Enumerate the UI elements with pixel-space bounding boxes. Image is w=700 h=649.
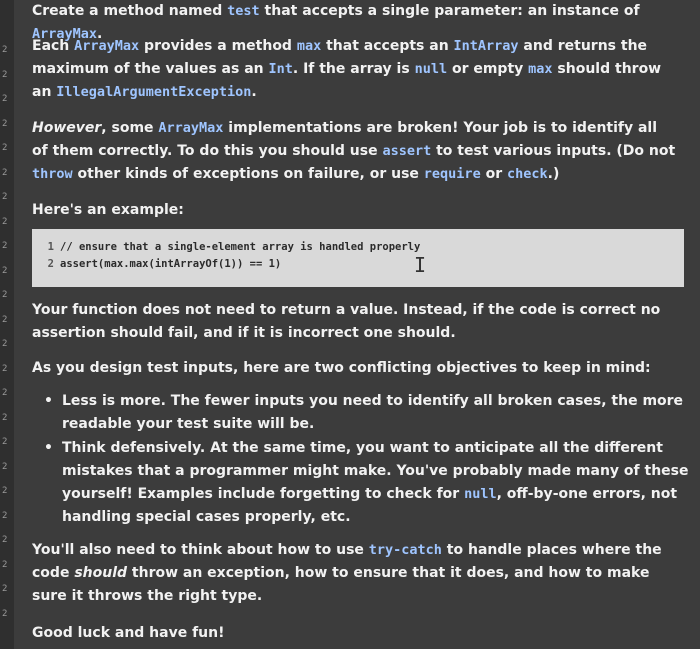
example-label: Here's an example: (32, 202, 184, 218)
gutter-mark: 2 (2, 486, 8, 496)
gutter-mark: 2 (2, 290, 8, 300)
bullet-heading: Think defensively. (62, 440, 206, 456)
gutter-mark: 2 (2, 69, 8, 80)
closing-text: Good luck and have fun! (32, 625, 225, 641)
bullet-text: The fewer inputs you need to identify all broken cases, the more readable your test suite will be. (62, 393, 684, 432)
gutter-mark: 2 (2, 265, 8, 276)
gutter-mark: 2 (2, 608, 8, 619)
code-text: // ensure that a single-element array is handled properly (60, 241, 421, 253)
gutter-mark: 2 (2, 412, 8, 423)
bullet-icon: • (44, 393, 53, 409)
code-example-block[interactable] (32, 229, 684, 287)
gutter-mark: 2 (2, 461, 8, 472)
bullet-icon: • (44, 440, 53, 456)
code-line (32, 253, 684, 277)
broken-implementations-paragraph: However, some ArrayMax implementations are broken! Your job is to identify all of them correctly. To do this you should use assert to test various inputs. (Do not throw other kinds of exceptions on failure, or use require or check.) (32, 120, 676, 182)
gutter-mark: 2 (2, 241, 8, 251)
gutter-mark: 2 (2, 118, 8, 129)
code-line (32, 239, 684, 256)
gutter-mark: 2 (2, 192, 8, 202)
gutter-mark: 2 (2, 437, 8, 447)
try-catch-paragraph: You'll also need to think about how to use try-catch to handle places where the code should throw an exception, how to ensure that it does, and how to make sure it throws the right type. (32, 542, 662, 604)
code-text: assert(max.max(intArrayOf(1)) == 1) (60, 258, 282, 270)
bullet-heading: Less is more. (62, 393, 166, 409)
return-value-paragraph: Your function does not need to return a value. Instead, if the code is correct no assertion should fail, and if it is incorrect one should. (32, 302, 661, 341)
gutter-mark: 2 (2, 535, 8, 545)
gutter-mark: 2 (2, 45, 8, 55)
gutter-mark: 2 (2, 510, 8, 521)
text-cursor-icon: I (414, 253, 427, 277)
arraymax-description: Each ArrayMax provides a method max that accepts an IntArray and returns the maximum of the values as an Int. If the array is null or empty max should throw an IllegalArgumentException. (32, 38, 662, 100)
editor-gutter (0, 0, 14, 649)
gutter-mark: 2 (2, 584, 8, 594)
gutter-mark: 2 (2, 94, 8, 104)
gutter-mark: 2 (2, 167, 8, 178)
objectives-intro: As you design test inputs, here are two conflicting objectives to keep in mind: (32, 360, 651, 376)
line-number: 1 (47, 241, 54, 253)
gutter-mark: 2 (2, 143, 8, 153)
gutter-mark: 2 (2, 363, 8, 374)
gutter-mark: 2 (2, 314, 8, 325)
intro-paragraph: Create a method named test that accepts a single parameter: an instance of ArrayMax. (32, 3, 640, 42)
gutter-mark: 2 (2, 559, 8, 570)
gutter-mark: 2 (2, 388, 8, 398)
gutter-mark: 2 (2, 216, 8, 227)
line-number: 2 (47, 258, 54, 270)
gutter-mark: 2 (2, 339, 8, 349)
